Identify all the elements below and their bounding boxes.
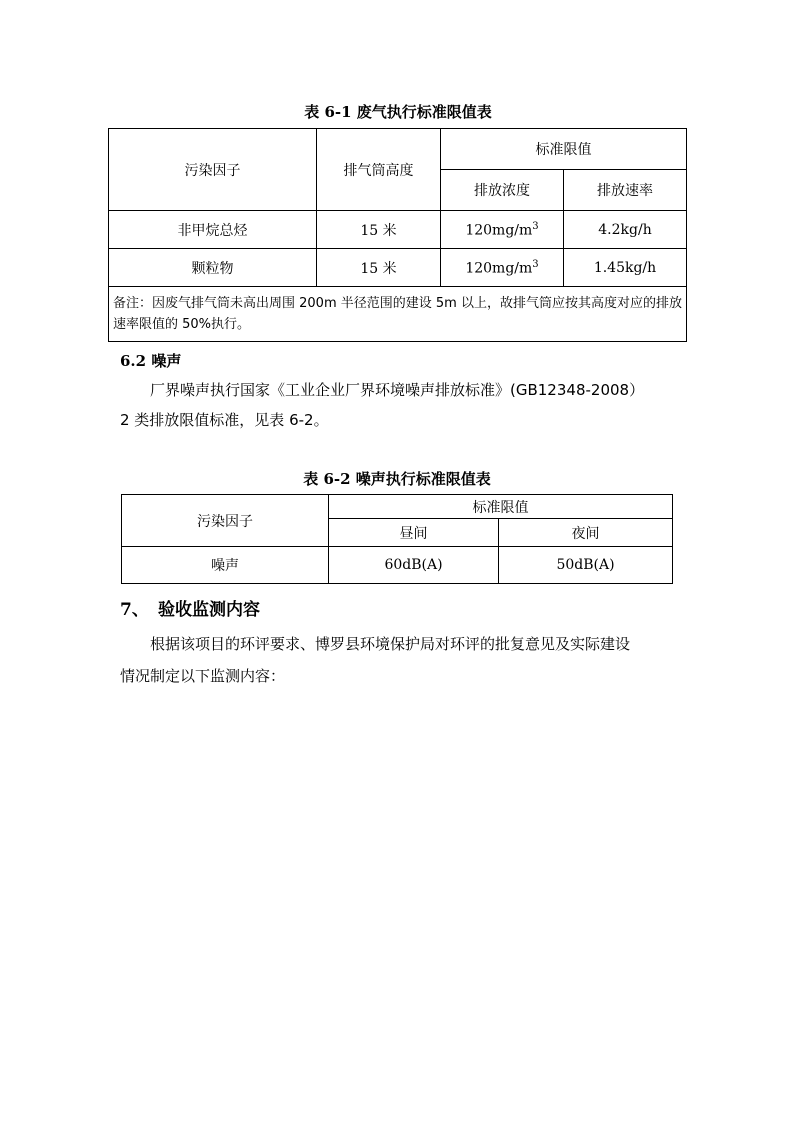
cell-factor: 颗粒物 [109,249,317,287]
cell-height: 15 米 [317,211,441,249]
cell-rate: 4.2kg/h [564,211,687,249]
cell-factor: 噪声 [122,547,329,584]
section-7-heading: 验收监测内容 [158,600,260,620]
table-row [109,249,687,287]
table1-note: 备注：因废气排气筒未高出周围 200m 半径范围的建设 5m 以上，故排气筒应按其高度对应的排放速率限值的 50%执行。 [109,287,687,342]
cell-concentration [441,249,564,287]
cell-nighttime: 50dB(A) [499,547,673,584]
cell-height: 15 米 [317,249,441,287]
table1-caption: 表 6-1 废气执行标准限值表 [304,103,492,121]
concentration-exponent: 3 [532,258,539,270]
cell-rate: 1.45kg/h [564,249,687,287]
header-emission-rate: 排放速率 [564,170,687,211]
section-6-2-paragraph-line1: 厂界噪声执行国家《工业企业厂界环境噪声排放标准》(GB12348-2008） [150,381,645,399]
section-6-2-heading: 6.2 噪声 [120,352,182,370]
header-pollution-factor: 污染因子 [109,129,317,211]
table2-caption: 表 6-2 噪声执行标准限值表 [303,470,491,488]
cell-daytime: 60dB(A) [329,547,499,584]
header-standard-limit: 标准限值 [329,495,673,519]
exhaust-standard-table [108,128,687,342]
header-pollution-factor: 污染因子 [122,495,329,547]
table-row [109,211,687,249]
concentration-value: 120mg/m [465,222,533,239]
section-6-2-paragraph-line2: 2 类排放限值标准，见表 6-2。 [120,411,329,429]
section-7-number: 7、 [120,600,149,620]
concentration-exponent: 3 [532,220,539,232]
header-nighttime: 夜间 [499,519,673,547]
cell-factor: 非甲烷总烃 [109,211,317,249]
noise-standard-table [121,494,673,584]
table-row [122,547,673,584]
cell-concentration [441,211,564,249]
header-stack-height: 排气筒高度 [317,129,441,211]
concentration-value: 120mg/m [465,260,533,277]
header-emission-concentration: 排放浓度 [441,170,564,211]
header-standard-limit: 标准限值 [441,129,687,170]
section-7-paragraph-line2: 情况制定以下监测内容： [120,667,286,685]
section-7-paragraph-line1: 根据该项目的环评要求、博罗县环境保护局对环评的批复意见及实际建设 [150,635,631,653]
header-daytime: 昼间 [329,519,499,547]
